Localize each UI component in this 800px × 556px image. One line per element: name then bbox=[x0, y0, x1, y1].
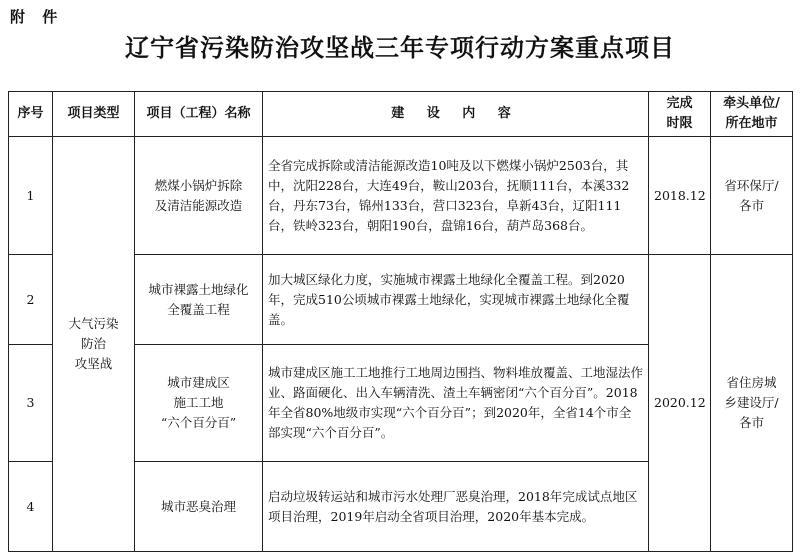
row-name: 城市裸露土地绿化 全覆盖工程 bbox=[135, 255, 263, 345]
group-deadline: 2020.12 bbox=[649, 255, 711, 552]
attachment-label: 附 件 bbox=[10, 8, 64, 26]
header-name: 项目（工程）名称 bbox=[135, 92, 263, 137]
row-content: 启动垃圾转运站和城市污水处理厂恶臭治理，2018年完成试点地区项目治理，2019年启动全省项目治理，2020年基本完成。 bbox=[263, 462, 649, 552]
project-table bbox=[8, 91, 793, 552]
row-seq: 2 bbox=[9, 255, 53, 345]
row-content: 加大城区绿化力度，实施城市裸露土地绿化全覆盖工程。到2020年，完成510公顷城市裸露土地绿化，实现城市裸露土地绿化全覆盖。 bbox=[263, 255, 649, 345]
row-lead: 省环保厅/ 各市 bbox=[711, 137, 793, 255]
row-deadline: 2018.12 bbox=[649, 137, 711, 255]
group-lead: 省住房城 乡建设厅/ 各市 bbox=[711, 255, 793, 552]
row-name: 燃煤小锅炉拆除 及清洁能源改造 bbox=[135, 137, 263, 255]
row-seq: 1 bbox=[9, 137, 53, 255]
page-title: 辽宁省污染防治攻坚战三年专项行动方案重点项目 bbox=[125, 34, 675, 62]
row-seq: 3 bbox=[9, 345, 53, 462]
header-type: 项目类型 bbox=[53, 92, 135, 137]
table-row bbox=[9, 137, 793, 255]
category-cell: 大气污染 防治 攻坚战 bbox=[53, 137, 135, 552]
header-content: 建 设 内 容 bbox=[263, 92, 649, 137]
row-name: 城市建成区 施工工地 “六个百分百” bbox=[135, 345, 263, 462]
row-seq: 4 bbox=[9, 462, 53, 552]
row-name: 城市恶臭治理 bbox=[135, 462, 263, 552]
header-seq: 序号 bbox=[9, 92, 53, 137]
header-lead: 牵头单位/ 所在地市 bbox=[711, 92, 793, 137]
header-deadline: 完成 时限 bbox=[649, 92, 711, 137]
table-header-row bbox=[9, 92, 793, 137]
row-content: 城市建成区施工工地推行工地周边围挡、物料堆放覆盖、工地湿法作业、路面硬化、出入车辆清洗、渣土车辆密闭“六个百分百”。2018年全省80%地级市实现“六个百分百”；到2020年，全省14个市全部实现“六个百分百”。 bbox=[263, 345, 649, 462]
row-content: 全省完成拆除或清洁能源改造10吨及以下燃煤小锅炉2503台，其中，沈阳228台，大连49台，鞍山203台，抚顺111台，本溪332台，丹东73台，锦州133台，营口323台，阜新43台，辽阳111台，铁岭323台，朝阳190台，盘锦16台，葫芦岛368台。 bbox=[263, 137, 649, 255]
